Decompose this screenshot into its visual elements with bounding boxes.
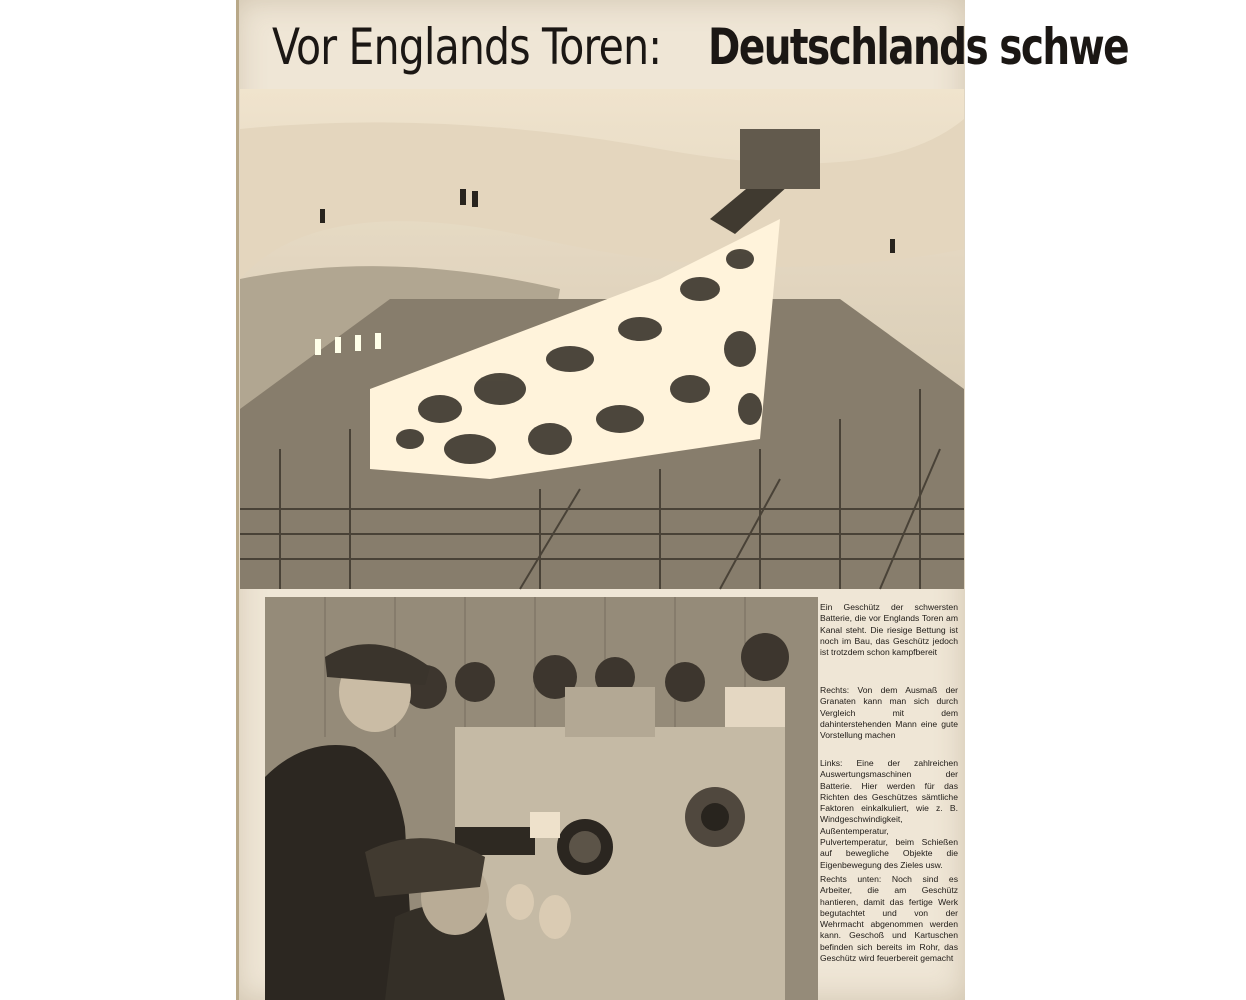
headline-part-2: Deutschlands schwe bbox=[707, 18, 1128, 76]
soldiers-illustration bbox=[265, 597, 818, 1000]
caption-workers: Rechts unten: Noch sind es Arbeiter, die am Geschütz hantieren, damit das fertige Werk begutachtet und von der Wehrmacht abgenommen werden kann. Geschoß und Kartuschen befinden sich bereits im Rohr, das Geschütz wird feuerbereit gemacht bbox=[820, 874, 958, 964]
caption-gun-battery: Ein Geschütz der schwersten Batterie, die vor Englands Toren am Kanal steht. Die riesige Bettung ist noch im Bau, das Geschütz jedoch ist trotzdem schon kampfbereit bbox=[820, 602, 958, 658]
page-edge bbox=[236, 0, 239, 1000]
caption-shells: Rechts: Von dem Ausmaß der Granaten kann man sich durch Vergleich mit dem dahinterstehenden Mann eine gute Vorstellung machen bbox=[820, 685, 958, 741]
soldiers-computing-machine-photo bbox=[265, 597, 818, 1000]
headline bbox=[272, 8, 1128, 86]
caption-computing-machine: Links: Eine der zahlreichen Auswertungsmaschinen der Batterie. Hier werden für das Richten des Geschützes sämtliche Faktoren einkalkuliert, wie z. B. Windgeschwindigkeit, Außentemperatur, Pulvertemperatur, beim Schießen auf bewegliche Objekte die Eigenbewegung des Zieles usw. bbox=[820, 758, 958, 870]
headline-part-1: Vor Englands Toren: bbox=[272, 18, 662, 76]
gun-emplacement-photo bbox=[240, 89, 964, 589]
magazine-page bbox=[236, 0, 1128, 1000]
gun-emplacement-illustration bbox=[240, 89, 964, 589]
